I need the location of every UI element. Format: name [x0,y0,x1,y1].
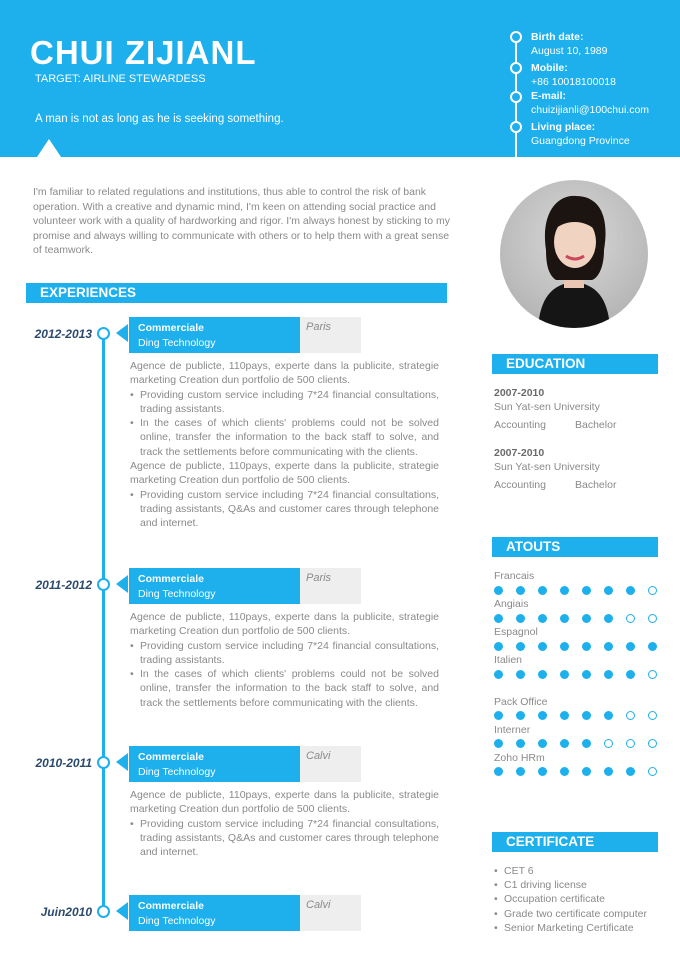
experience-company: Ding Technology [138,766,216,778]
career-target: TARGET: AIRLINE STEWARDESS [35,73,206,85]
skill-name: Espagnol [494,626,538,638]
education-school: Sun Yat-sen University [494,401,600,413]
skill-name: Italien [494,654,523,666]
rating-dot-filled [560,586,569,595]
timeline-pointer [116,753,128,771]
rating-dot-filled [494,670,503,679]
rating-dot-filled [516,711,525,720]
experience-bullet: • Providing custom service including 7*24 financial consultations, trading assistants, Q&As and customer cares through telephone and internet. [130,488,439,531]
rating-dot-filled [626,767,635,776]
rating-dot-empty [604,739,613,748]
certificate-item: • C1 driving license [494,878,647,892]
rating-dot-filled [604,767,613,776]
rating-dot-filled [560,767,569,776]
skill-rating [494,767,658,776]
rating-dot-filled [560,711,569,720]
rating-dot-empty [626,711,635,720]
experience-year: 2011-2012 [35,578,92,592]
rating-dot-filled [626,642,635,651]
experience-city: Calvi [300,895,361,931]
rating-dot-filled [582,642,591,651]
contact-dot [510,31,522,43]
certificate-item: • Occupation certificate [494,892,647,906]
profile-photo [500,180,648,328]
rating-dot-filled [494,739,503,748]
email-label: E-mail: [531,90,567,102]
education-years: 2007-2010 [494,387,545,399]
certificate-heading: CERTIFICATE [492,832,658,852]
skill-name: Pack Office [494,696,548,708]
rating-dot-filled [516,767,525,776]
education-school: Sun Yat-sen University [494,461,600,473]
rating-dot-filled [604,642,613,651]
rating-dot-filled [604,711,613,720]
motto: A man is not as long as he is seeking something. [35,113,284,125]
experience-year: 2010-2011 [35,756,92,770]
education-years: 2007-2010 [494,447,545,459]
skill-name: Zoho HRm [494,752,545,764]
rating-dot-filled [516,739,525,748]
certificate-item: • Senior Marketing Certificate [494,921,647,935]
birth-date-value: August 10, 1989 [531,45,608,57]
experience-bullet: • Providing custom service including 7*24 financial consultations, trading assistants. [130,639,439,668]
education-heading: EDUCATION [492,354,658,374]
rating-dot-empty [648,670,657,679]
experience-timeline [102,333,105,912]
experience-position: Commerciale [138,322,204,334]
rating-dot-filled [582,670,591,679]
experience-bullet: • Providing custom service including 7*24 financial consultations, trading assistants. [130,388,439,417]
rating-dot-filled [516,642,525,651]
experience-title-box [129,895,300,931]
atouts-heading: ATOUTS [492,537,658,557]
rating-dot-filled [626,670,635,679]
rating-dot-filled [604,586,613,595]
experiences-heading: EXPERIENCES [26,283,447,303]
experience-position: Commerciale [138,900,204,912]
experience-city: Calvi [300,746,361,782]
rating-dot-filled [560,614,569,623]
experience-company: Ding Technology [138,915,216,927]
contact-dot [510,62,522,74]
experience-paragraph: Agence de publicte, 110pays, experte dans la publicite, strategie marketing Creation dun portfolio de 500 clients. [130,789,439,816]
experience-description [130,359,439,531]
rating-dot-empty [626,614,635,623]
experience-company: Ding Technology [138,337,216,349]
rating-dot-filled [516,614,525,623]
rating-dot-filled [560,670,569,679]
skill-rating [494,614,658,623]
timeline-dot [97,327,110,340]
rating-dot-filled [626,586,635,595]
rating-dot-filled [516,670,525,679]
rating-dot-filled [538,767,547,776]
rating-dot-filled [494,614,503,623]
experience-description [130,610,439,710]
experience-paragraph: Agence de publicte, 110pays, experte dans la publicite, strategie marketing Creation dun portfolio de 500 clients. [130,360,439,387]
experience-position: Commerciale [138,573,204,585]
skill-rating [494,670,658,679]
experience-city: Paris [300,568,361,604]
contact-dot [510,91,522,103]
rating-dot-filled [582,614,591,623]
certificate-item: • CET 6 [494,864,647,878]
rating-dot-filled [538,711,547,720]
rating-dot-empty [648,739,657,748]
education-degree: Bachelor [575,479,617,491]
rating-dot-filled [582,767,591,776]
rating-dot-filled [494,642,503,651]
rating-dot-filled [604,670,613,679]
rating-dot-filled [494,586,503,595]
experience-title-box [129,746,300,782]
experience-city: Paris [300,317,361,353]
skill-name: Angiais [494,598,529,610]
email-value: chuizijianli@100chui.com [531,104,650,116]
birth-date-label: Birth date: [531,31,584,43]
rating-dot-filled [494,767,503,776]
skill-rating [494,586,658,595]
rating-dot-empty [648,767,657,776]
certificate-item: • Grade two certificate computer [494,907,647,921]
timeline-dot [97,905,110,918]
rating-dot-filled [538,586,547,595]
experience-year: Juin2010 [40,905,92,919]
rating-dot-filled [494,711,503,720]
rating-dot-filled [582,711,591,720]
mobile-value: +86 10018100018 [531,76,616,88]
rating-dot-filled [538,642,547,651]
education-degree: Bachelor [575,419,617,431]
rating-dot-filled [538,739,547,748]
experience-title-box [129,568,300,604]
experience-year: 2012-2013 [34,327,92,341]
living-place-value: Guangdong Province [531,135,630,147]
experience-title-box [129,317,300,353]
education-major: Accounting [494,419,546,431]
rating-dot-empty [648,586,657,595]
timeline-dot [97,756,110,769]
rating-dot-empty [648,711,657,720]
timeline-pointer [116,902,128,920]
header-notch [37,139,61,157]
rating-dot-filled [538,670,547,679]
timeline-pointer [116,575,128,593]
skill-name: Francais [494,570,535,582]
skill-name: Interner [494,724,531,736]
rating-dot-empty [648,614,657,623]
rating-dot-filled [648,642,657,651]
rating-dot-filled [516,586,525,595]
experience-company: Ding Technology [138,588,216,600]
experience-bullet: • In the cases of which clients' problems could not be solved online, transfer the information to the back staff to solve, and track the settlements before communicating with the clients. [130,667,439,710]
education-major: Accounting [494,479,546,491]
experience-bullet: • Providing custom service including 7*24 financial consultations, trading assistants, Q&As and customer cares through telephone and internet. [130,817,439,860]
candidate-name: CHUI ZIJIANL [30,34,257,71]
portrait-icon [500,180,648,328]
rating-dot-filled [604,614,613,623]
summary-text: I'm familiar to related regulations and institutions, thus able to control the risk of bank operation. With a creative and dynamic mind, I'm keen on attending social practice and volunteer work with a quality of hardworking and rigor. I'm always honest by sticking to my promise and always willing to communicate with others or to help them with a great sense of teamwork. [33,186,450,256]
contact-dot [510,121,522,133]
rating-dot-filled [582,739,591,748]
certificate-list [494,864,647,935]
rating-dot-filled [560,739,569,748]
rating-dot-filled [538,614,547,623]
skill-rating [494,642,658,651]
living-place-label: Living place: [531,121,596,133]
experience-paragraph: Agence de publicte, 110pays, experte dans la publicite, strategie marketing Creation dun portfolio de 500 clients. [130,611,439,638]
mobile-label: Mobile: [531,62,568,74]
skill-rating [494,711,658,720]
skill-rating [494,739,658,748]
timeline-dot [97,578,110,591]
rating-dot-filled [560,642,569,651]
timeline-pointer [116,324,128,342]
rating-dot-filled [582,586,591,595]
experience-paragraph: Agence de publicte, 110pays, experte dans la publicite, strategie marketing Creation dun portfolio de 500 clients. [130,460,439,487]
experience-position: Commerciale [138,751,204,763]
experience-description [130,788,439,859]
rating-dot-empty [626,739,635,748]
experience-bullet: • In the cases of which clients' problems could not be solved online, transfer the information to the back staff to solve, and track the settlements before communicating with the clients. [130,416,439,459]
